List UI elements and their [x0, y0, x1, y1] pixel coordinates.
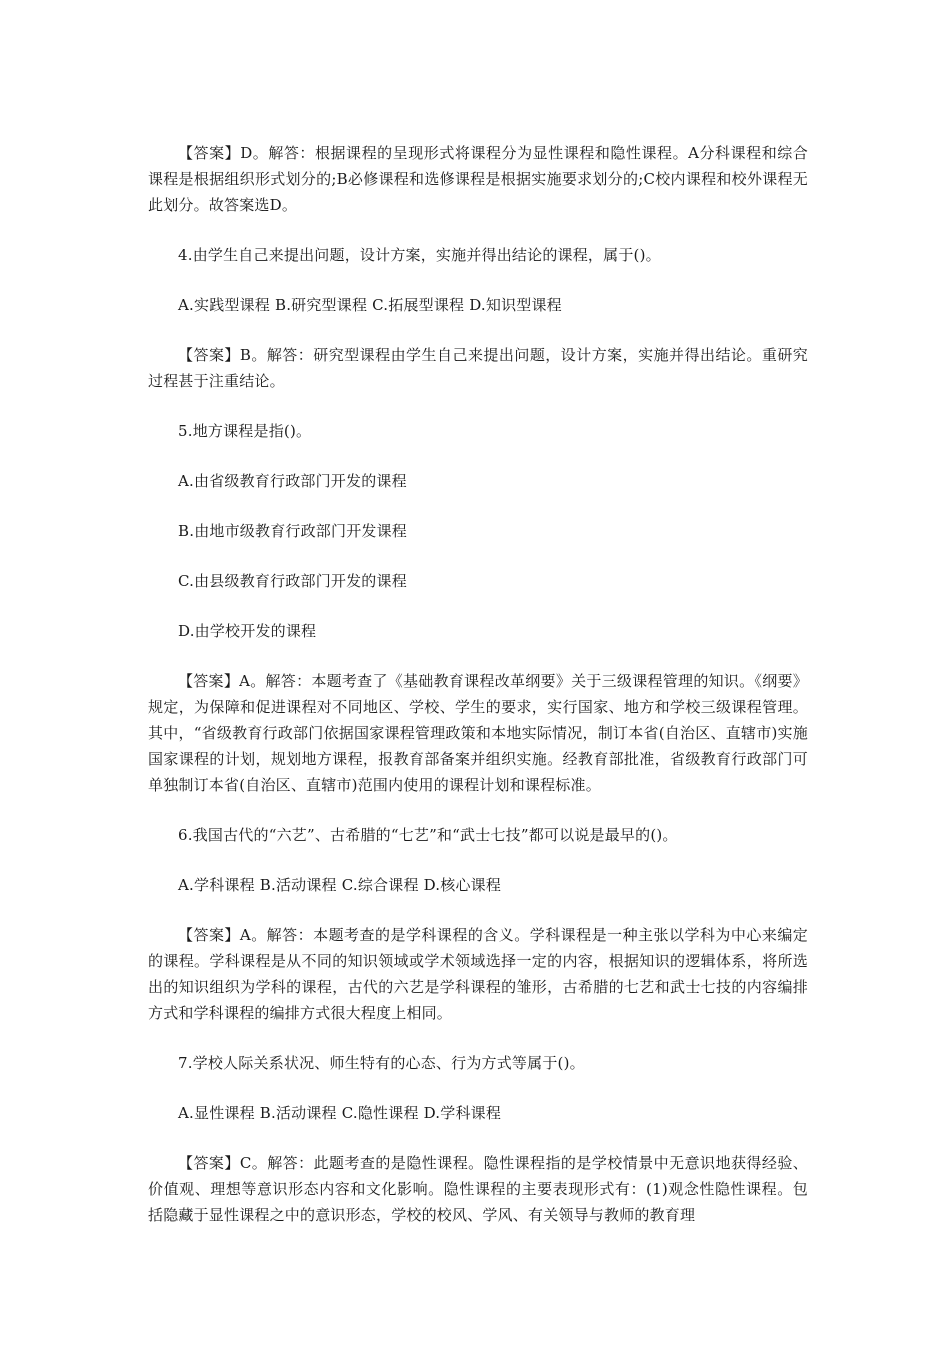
question-paragraph: 5.地方课程是指()。 — [178, 422, 312, 440]
option-paragraph: A.显性课程 B.活动课程 C.隐性课程 D.学科课程 — [178, 1104, 502, 1122]
answer-paragraph: 【答案】B。解答：研究型课程由学生自己来提出问题，设计方案，实施并得出结论。重研究过程甚于注重结论。 — [148, 346, 808, 390]
option-paragraph: B.由地市级教育行政部门开发课程 — [178, 522, 407, 540]
question-paragraph: 7.学校人际关系状况、师生特有的心态、行为方式等属于()。 — [178, 1054, 585, 1072]
answer-paragraph: 【答案】A。解答：本题考查的是学科课程的含义。学科课程是一种主张以学科为中心来编定的课程。学科课程是从不同的知识领域或学术领域选择一定的内容，根据知识的逻辑体系，将所选出的知识组织为学科的课程，古代的六艺是学科课程的雏形，古希腊的七艺和武士七技的内容编排方式和学科课程的编排方式很大程度上相同。 — [148, 926, 808, 1022]
option-paragraph: A.由省级教育行政部门开发的课程 — [178, 472, 407, 490]
option-paragraph: A.实践型课程 B.研究型课程 C.拓展型课程 D.知识型课程 — [178, 296, 562, 314]
question-paragraph: 6.我国古代的“六艺”、古希腊的“七艺”和“武士七技”都可以说是最早的()。 — [178, 826, 678, 844]
option-paragraph: A.学科课程 B.活动课程 C.综合课程 D.核心课程 — [178, 876, 502, 894]
document-body — [148, 140, 808, 1252]
answer-paragraph: 【答案】C。解答：此题考查的是隐性课程。隐性课程指的是学校情景中无意识地获得经验、价值观、理想等意识形态内容和文化影响。隐性课程的主要表现形式有：(1)观念性隐性课程。包括隐藏于显性课程之中的意识形态，学校的校风、学风、有关领导与教师的教育理 — [148, 1154, 808, 1224]
answer-paragraph: 【答案】D。解答：根据课程的呈现形式将课程分为显性课程和隐性课程。A分科课程和综合课程是根据组织形式划分的;B必修课程和选修课程是根据实施要求划分的;C校内课程和校外课程无此划分。故答案选D。 — [148, 144, 808, 214]
answer-paragraph: 【答案】A。解答：本题考查了《基础教育课程改革纲要》关于三级课程管理的知识。《纲要》规定，为保障和促进课程对不同地区、学校、学生的要求，实行国家、地方和学校三级课程管理。其中，“省级教育行政部门依据国家课程管理政策和本地实际情况，制订本省(自治区、直辖市)实施国家课程的计划，规划地方课程，报教育部备案并组织实施。经教育部批准，省级教育行政部门可单独制订本省(自治区、直辖市)范围内使用的课程计划和课程标准。 — [148, 672, 808, 794]
question-paragraph: 4.由学生自己来提出问题，设计方案，实施并得出结论的课程，属于()。 — [178, 246, 661, 264]
option-paragraph: D.由学校开发的课程 — [178, 622, 317, 640]
option-paragraph: C.由县级教育行政部门开发的课程 — [178, 572, 407, 590]
